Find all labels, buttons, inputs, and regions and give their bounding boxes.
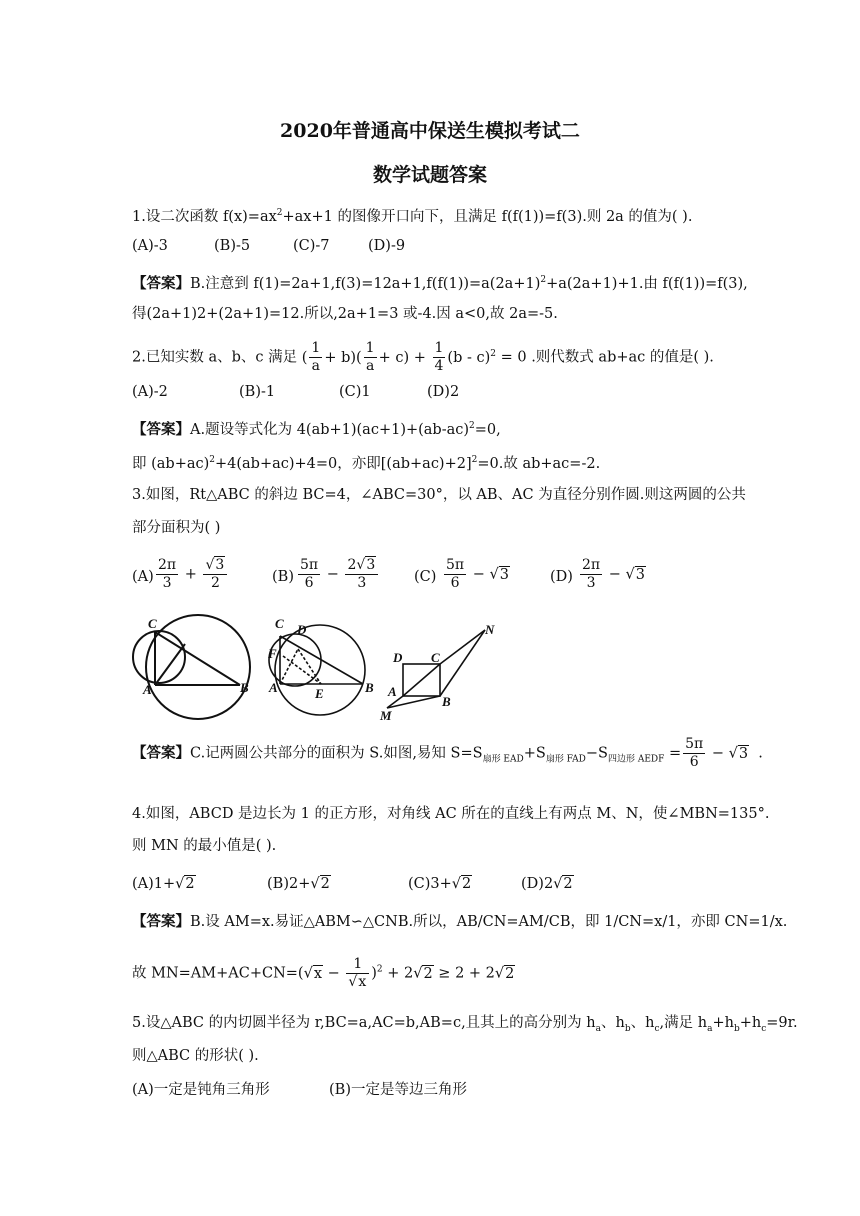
- fig3-label-m: M: [380, 708, 392, 723]
- fig2-label-d: D: [297, 622, 307, 637]
- fig2-label-e: E: [315, 686, 324, 701]
- q2-option-a: (A)-2: [132, 384, 168, 400]
- q3-option-d-label: (D): [550, 569, 573, 585]
- q3-option-c-value: $\frac{5\pi}{6}$ − √3: [446, 557, 509, 591]
- fig1-label-c: C: [148, 616, 157, 631]
- q3-option-d-value: $\frac{2\pi}{3}$ − √3: [582, 557, 645, 591]
- fig2-label-a: A: [269, 680, 278, 695]
- fig2-label-f: F: [268, 646, 277, 661]
- page-subtitle: 数学试题答案: [372, 164, 487, 186]
- q3-option-b-value: $\frac{5\pi}{6}$ − $\frac{2√3}{3}$: [296, 557, 380, 592]
- fig3-label-n: N: [485, 622, 495, 637]
- q3-answer: 【答案】C.记两圆公共部分的面积为 S.如图,易知 $S=S_{扇形 EAD}+S_{扇形 FAD}-S_{四边形 AEDF}$ = $\frac{5\pi}{6}$ − √3 .: [132, 736, 763, 770]
- q1-option-a: (A)-3: [132, 238, 168, 254]
- q5-option-b: (B)一定是等边三角形: [329, 1082, 467, 1098]
- q4-options: [132, 874, 602, 896]
- q3-options: [132, 557, 652, 601]
- q2-option-c: (C)1: [339, 384, 371, 400]
- fig3-label-b: B: [442, 694, 451, 709]
- q1-option-d: (D)-9: [368, 238, 406, 254]
- q2-answer: 【答案】A.题设等式化为 $4(ab+1)(ac+1)+(ab-ac)^2=0$,: [132, 420, 501, 438]
- fig3-label-a: A: [388, 684, 397, 699]
- q4-answer: 【答案】B.设 AM=x.易证△ABM∽△CNB.所以，AB/CN=AM/CB，即 1/CN=x/1，亦即 CN=1/x.: [132, 913, 788, 930]
- fig1-label-a: A: [143, 682, 152, 697]
- q3-option-c-label: (C): [414, 569, 437, 585]
- q2-answer-line2: 即 $(ab+ac)^2+4(ab+ac)+4=0$，亦即$[(ab+ac)+2]^2=0$.故 ab+ac=-2.: [132, 455, 601, 472]
- page-title: 2020年普通高中保送生模拟考试二: [280, 120, 580, 142]
- q2-stem: 2.已知实数 a、b、c 满足 ( $\frac{1}{a}$ + b)( $\frac{1}{a}$ + c) + $\frac{1}{4}$ (b - c)$^2$ = 0 .则代数式 ab+ac 的值是( ).: [132, 340, 714, 374]
- q1-stem: 1.设二次函数 $f(x)=ax^2+ax+1$ 的图像开口向下，且满足 f(f(1))=f(3).则 2a 的值为( ).: [132, 208, 693, 225]
- fig2-label-c: C: [275, 616, 284, 631]
- q3-option-a-value: $\frac{2\pi}{3}$ + $\frac{√3}{2}$: [154, 557, 229, 592]
- q3-stem: 3.如图，Rt△ABC 的斜边 BC=4，∠ABC=30°，以 AB、AC 为直径分别作圆.则这两圆的公共: [132, 487, 746, 503]
- q3-option-b-label: (B): [272, 569, 294, 585]
- figure-3: [387, 630, 485, 708]
- q4-option-d: (D)2√2: [521, 876, 573, 892]
- q5-option-a: (A)一定是钝角三角形: [132, 1082, 270, 1098]
- fig1-label-b: B: [240, 680, 249, 695]
- q4-option-a: (A)1+√2: [132, 876, 195, 892]
- q5-options: [132, 1080, 532, 1100]
- q3-option-a-label: (A): [132, 569, 154, 585]
- q1-answer-line2: 得(2a+1)2+(2a+1)=12.所以,2a+1=3 或-4.因 a<0,故 2a=-5.: [132, 306, 558, 322]
- fig3-label-d: D: [393, 650, 403, 665]
- q4-answer-line2: 故 MN=AM+AC+CN=(√x − $\frac{1}{√x}$ )$^2$ + 2√2 ≥ 2 + 2√2: [132, 956, 515, 990]
- q3-stem-line2: 部分面积为( ): [132, 520, 221, 536]
- q5-stem-line2: 则△ABC 的形状( ).: [132, 1048, 259, 1064]
- q5-stem: 5.设△ABC 的内切圆半径为 r,BC=a,AC=b,AB=c,且其上的高分别为 $h_a$、$h_b$、$h_c$,满足 $h_a+h_b+h_c=9r$.: [132, 1015, 798, 1034]
- fig3-label-c: C: [431, 650, 440, 665]
- q4-option-c: (C)3+√2: [408, 876, 472, 892]
- q4-stem-line2: 则 MN 的最小值是( ).: [132, 838, 277, 854]
- q2-option-b: (B)-1: [239, 384, 276, 400]
- q2-option-d: (D)2: [427, 384, 460, 400]
- q4-option-b: (B)2+√2: [267, 876, 330, 892]
- q1-option-b: (B)-5: [214, 238, 251, 254]
- figure-2: [269, 625, 365, 715]
- fig2-label-b: B: [365, 680, 374, 695]
- geometry-figures: [125, 612, 525, 724]
- q1-answer: 【答案】B.注意到 $f(1)=2a+1,f(3)=12a+1,f(f(1))=a(2a+1)^2+a(2a+1)+1$.由 f(f(1))=f(3),: [132, 274, 748, 292]
- q1-option-c: (C)-7: [293, 238, 330, 254]
- q2-formula: ( $\frac{1}{a}$ + b)( $\frac{1}{a}$ + c) + $\frac{1}{4}$ (b - c)$^2$: [301, 340, 496, 374]
- q4-stem: 4.如图，ABCD 是边长为 1 的正方形，对角线 AC 所在的直线上有两点 M、N，使∠MBN=135°.: [132, 806, 770, 822]
- q1-options: [132, 236, 432, 256]
- q2-options: [132, 382, 460, 402]
